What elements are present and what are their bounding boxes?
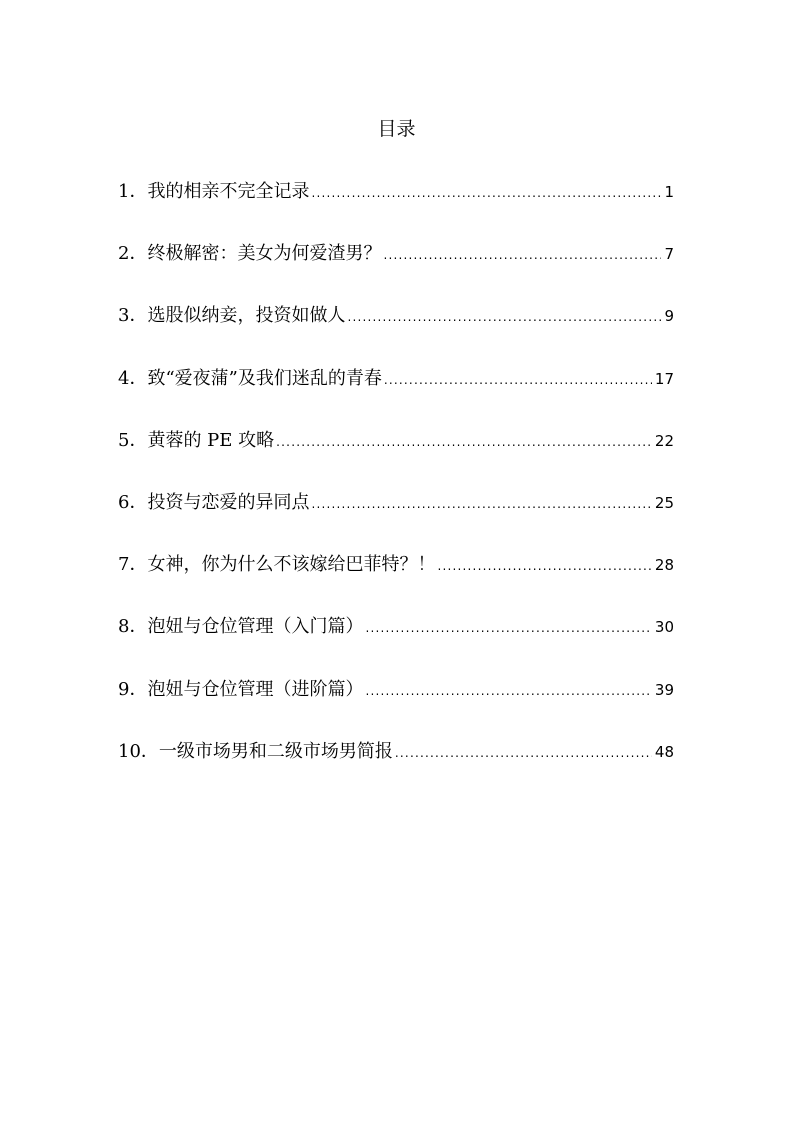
toc-entry-4[interactable] [118, 359, 674, 421]
toc-title: 目录 [377, 118, 416, 140]
toc-dot-leader [365, 671, 651, 711]
toc-entry-title: 泡妞与仓位管理（入门篇） [147, 616, 364, 638]
toc-entry-number: 1． [118, 181, 148, 202]
toc-entry-7[interactable] [118, 545, 674, 607]
toc-list [118, 172, 674, 794]
toc-entry-1[interactable] [118, 172, 674, 234]
toc-dot-leader [365, 608, 651, 648]
toc-dot-leader [437, 546, 651, 586]
toc-entry-page-number: 7 [664, 245, 674, 264]
toc-entry-title: 选股似纳妾，投资如做人 [147, 305, 346, 327]
toc-entry-title: 我的相亲不完全记录 [147, 181, 310, 202]
toc-entry-3[interactable] [118, 296, 674, 358]
toc-entry-title: 终极解密：美女为何爱渣男？ [147, 243, 382, 265]
toc-entry-title: 黄蓉的 PE 攻略 [147, 429, 275, 451]
toc-dot-leader [276, 422, 652, 462]
toc-dot-leader [347, 297, 661, 337]
toc-entry-number: 3． [118, 305, 148, 327]
toc-entry-number: 6． [118, 491, 148, 513]
toc-dot-leader [311, 484, 651, 524]
toc-entry-9[interactable] [118, 670, 674, 732]
toc-entry-page-number: 30 [654, 618, 674, 637]
toc-entry-page-number: 48 [654, 742, 674, 761]
toc-entry-title: 投资与恋爱的异同点 [147, 491, 310, 513]
toc-entry-8[interactable] [118, 607, 674, 669]
toc-entry-number: 8． [118, 616, 148, 638]
toc-dot-leader [384, 360, 652, 400]
toc-entry-title: 女神，你为什么不该嫁给巴菲特？！ [147, 554, 436, 576]
toc-entry-number: 9． [118, 678, 148, 700]
toc-dot-leader [383, 235, 661, 275]
toc-entry-title: 一级市场男和二级市场男简报 [158, 740, 393, 762]
toc-entry-title: 致“爱夜蒲”及我们迷乱的青春 [147, 367, 382, 389]
toc-dot-leader [311, 173, 661, 213]
toc-entry-page-number: 28 [654, 556, 674, 575]
toc-entry-number: 7． [118, 554, 148, 576]
toc-entry-number: 10． [118, 740, 159, 762]
toc-entry-page-number: 22 [654, 431, 674, 450]
toc-entry-2[interactable] [118, 234, 674, 296]
toc-entry-5[interactable] [118, 421, 674, 483]
toc-entry-number: 4． [118, 367, 148, 389]
toc-entry-title: 泡妞与仓位管理（进阶篇） [147, 678, 364, 700]
toc-entry-page-number: 39 [654, 680, 674, 699]
toc-entry-number: 5． [118, 429, 148, 451]
toc-entry-page-number: 1 [664, 183, 674, 201]
toc-entry-6[interactable] [118, 483, 674, 545]
toc-entry-number: 2． [118, 243, 148, 265]
toc-entry-page-number: 17 [654, 369, 674, 388]
toc-entry-page-number: 25 [654, 493, 674, 512]
toc-entry-page-number: 9 [664, 307, 674, 326]
toc-entry-10[interactable] [118, 732, 674, 794]
toc-dot-leader [395, 733, 652, 773]
